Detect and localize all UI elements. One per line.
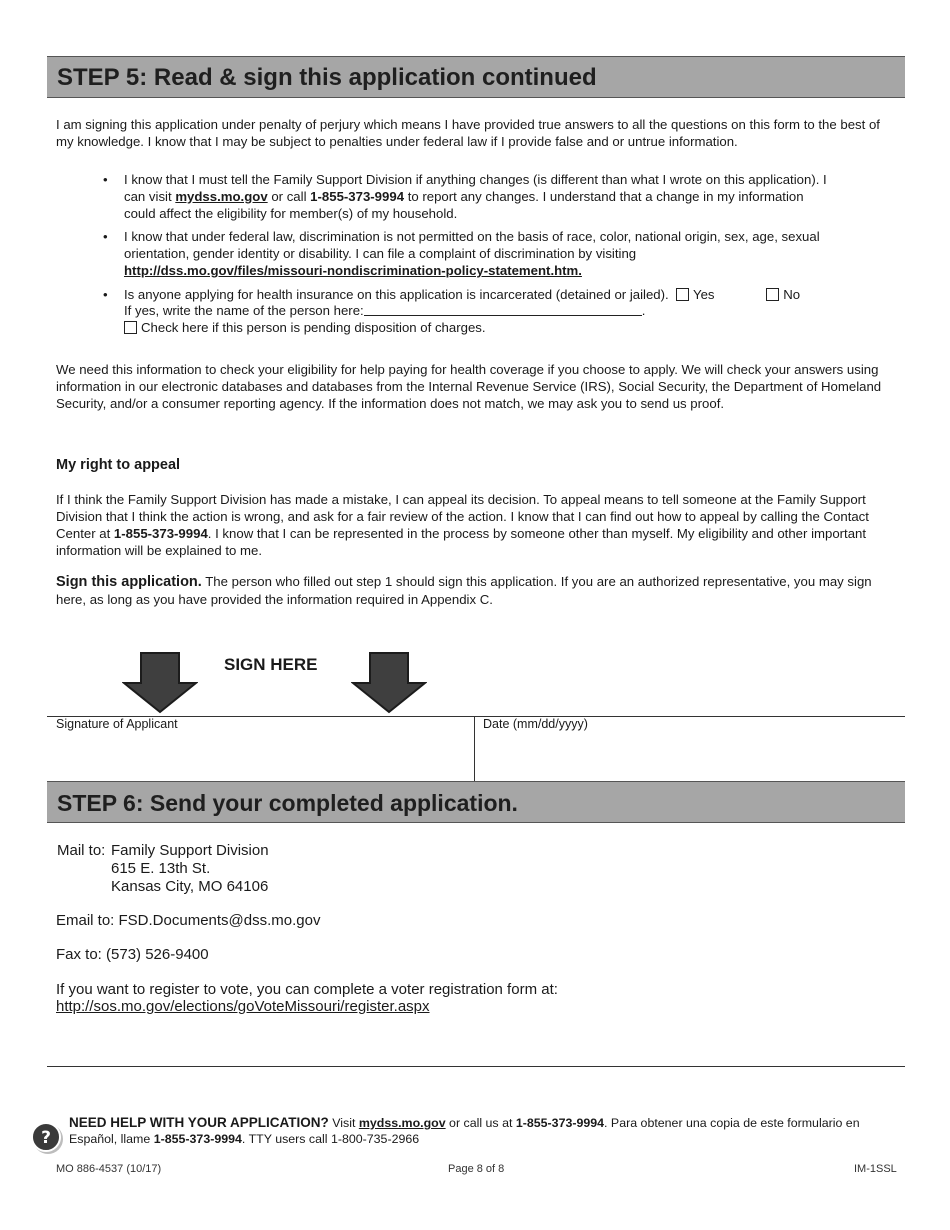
help-text	[69, 1115, 909, 1147]
step6-header: STEP 6: Send your completed application.	[47, 781, 905, 823]
mail-address-line3: Kansas City, MO 64106	[111, 878, 269, 895]
eligibility-statement: We need this information to check your eligibility for help paying for health coverage if you choose to apply. We will check your answers using information in our electronic databases and databases from the Internal Revenue Service (IRS), Social Security, the Department of Homeland Security, and/or a consumer reporting agency. If the information does not match, we may ask you to send us proof.	[56, 362, 882, 411]
fax-line: Fax to: (573) 526-9400	[56, 946, 209, 963]
help-tty: . TTY users call 1-800-735-2966	[241, 1132, 420, 1146]
bullet1-text-after: to report any changes. I understand that a change in my information could affect the eligibility for member(s) of my household.	[124, 189, 804, 221]
help-question-icon	[30, 1120, 66, 1156]
bullet-marker: •	[103, 172, 108, 187]
appeal-text-after: . I know that I can be represented in the process by someone other than myself. My eligibility and other important information will be explained to me.	[56, 526, 867, 558]
form-id: MO 886-4537 (10/17)	[56, 1163, 162, 1175]
no-checkbox[interactable]	[766, 288, 779, 301]
help-phone-spanish: 1-855-373-9994	[153, 1132, 242, 1146]
voter-text: If you want to register to vote, you can complete a voter registration form at:	[56, 981, 558, 998]
yes-label: Yes	[693, 287, 715, 302]
no-label: No	[783, 287, 801, 302]
bullet2-text: I know that under federal law, discrimination is not permitted on the basis of race, color, national origin, sex, age, sexual orientation, gender identity or disability. I can file a complaint of discrimination by visiting	[124, 229, 820, 261]
pending-row	[124, 319, 824, 336]
help-phone: 1-855-373-9994	[515, 1116, 605, 1130]
appeal-heading: My right to appeal	[56, 457, 181, 473]
perjury-statement: I am signing this application under penalty of perjury which means I have provided true answers to all the questions on this form to the best of my knowledge. I know that I may be subject to penalties under federal law if I provide false and or untrue information.	[56, 117, 880, 149]
pending-label: Check here if this person is pending disposition of charges.	[141, 320, 486, 335]
page-number: Page 8 of 8	[448, 1163, 505, 1175]
mydss-link[interactable]: mydss.mo.gov	[175, 189, 268, 204]
sign-lead: Sign this application.	[56, 574, 202, 590]
signature-field[interactable]	[48, 735, 473, 779]
down-arrow-icon	[351, 652, 427, 714]
pending-checkbox[interactable]	[124, 321, 137, 334]
bullet-nondiscrimination	[103, 228, 833, 279]
help-lead: NEED HELP WITH YOUR APPLICATION?	[69, 1115, 329, 1130]
date-label: Date (mm/dd/yyyy)	[483, 717, 588, 731]
mail-address-line2: 615 E. 13th St.	[111, 860, 211, 877]
bullet-marker: •	[103, 229, 108, 244]
voter-registration-link[interactable]: http://sos.mo.gov/elections/goVoteMissouri/register.aspx	[56, 998, 430, 1015]
date-field[interactable]	[476, 735, 904, 779]
footer-mydss-link[interactable]: mydss.mo.gov	[358, 1116, 446, 1130]
bullet1-text-before: I know that I must tell the Family Support Division if anything changes (is different than what I wrote on this application). I can visit	[124, 172, 827, 204]
email-line: Email to: FSD.Documents@dss.mo.gov	[56, 912, 321, 929]
yes-checkbox[interactable]	[676, 288, 689, 301]
mail-address-line1: Family Support Division	[111, 842, 269, 859]
footer-divider	[47, 1066, 905, 1067]
signature-divider	[474, 716, 475, 781]
mail-to-label: Mail to:	[57, 842, 106, 859]
form-code: IM-1SSL	[854, 1163, 897, 1175]
down-arrow-icon	[122, 652, 198, 714]
name-prompt: If yes, write the name of the person here:	[124, 303, 364, 318]
bullet-incarcerated	[103, 286, 903, 303]
svg-text:?: ?	[41, 1128, 51, 1148]
help-call: or call us at	[445, 1116, 516, 1130]
help-visit: Visit	[328, 1116, 359, 1130]
appeal-text-before: If I think the Family Support Division has made a mistake, I can appeal its decision. To appeal means to tell someone at the Family Support Division that I think the action is wrong, and ask for a fair review of the action. I know that I can find out how to appeal by calling the Contact Center at	[56, 492, 869, 541]
incarcerated-question: Is anyone applying for health insurance on this application is incarcerated (detained or jailed).	[124, 287, 669, 302]
help-spanish: . Para obtener una copia de este formulario en Español, llame	[69, 1116, 860, 1146]
contact-phone: 1-855-373-9994	[310, 189, 405, 204]
appeal-statement	[56, 491, 896, 559]
appeal-phone: 1-855-373-9994	[113, 526, 208, 541]
incarcerated-name-field[interactable]	[364, 303, 642, 316]
step5-header: STEP 5: Read & sign this application continued	[47, 56, 905, 98]
incarcerated-name-row: If yes, write the name of the person here: .	[124, 303, 646, 318]
bullet1-text-mid: or call	[267, 189, 311, 204]
sign-text: The person who filled out step 1 should sign this application. If you are an authorized representative, you may sign here, as long as you have provided the information required in Appendix C.	[56, 574, 872, 607]
bullet-report-changes	[103, 171, 833, 222]
bullet-marker: •	[103, 287, 108, 302]
signature-label: Signature of Applicant	[56, 717, 178, 731]
sign-instructions	[56, 573, 896, 608]
nondiscrimination-link[interactable]: http://dss.mo.gov/files/missouri-nondiscrimination-policy-statement.htm.	[124, 263, 582, 278]
sign-here-label: SIGN HERE	[224, 655, 318, 674]
